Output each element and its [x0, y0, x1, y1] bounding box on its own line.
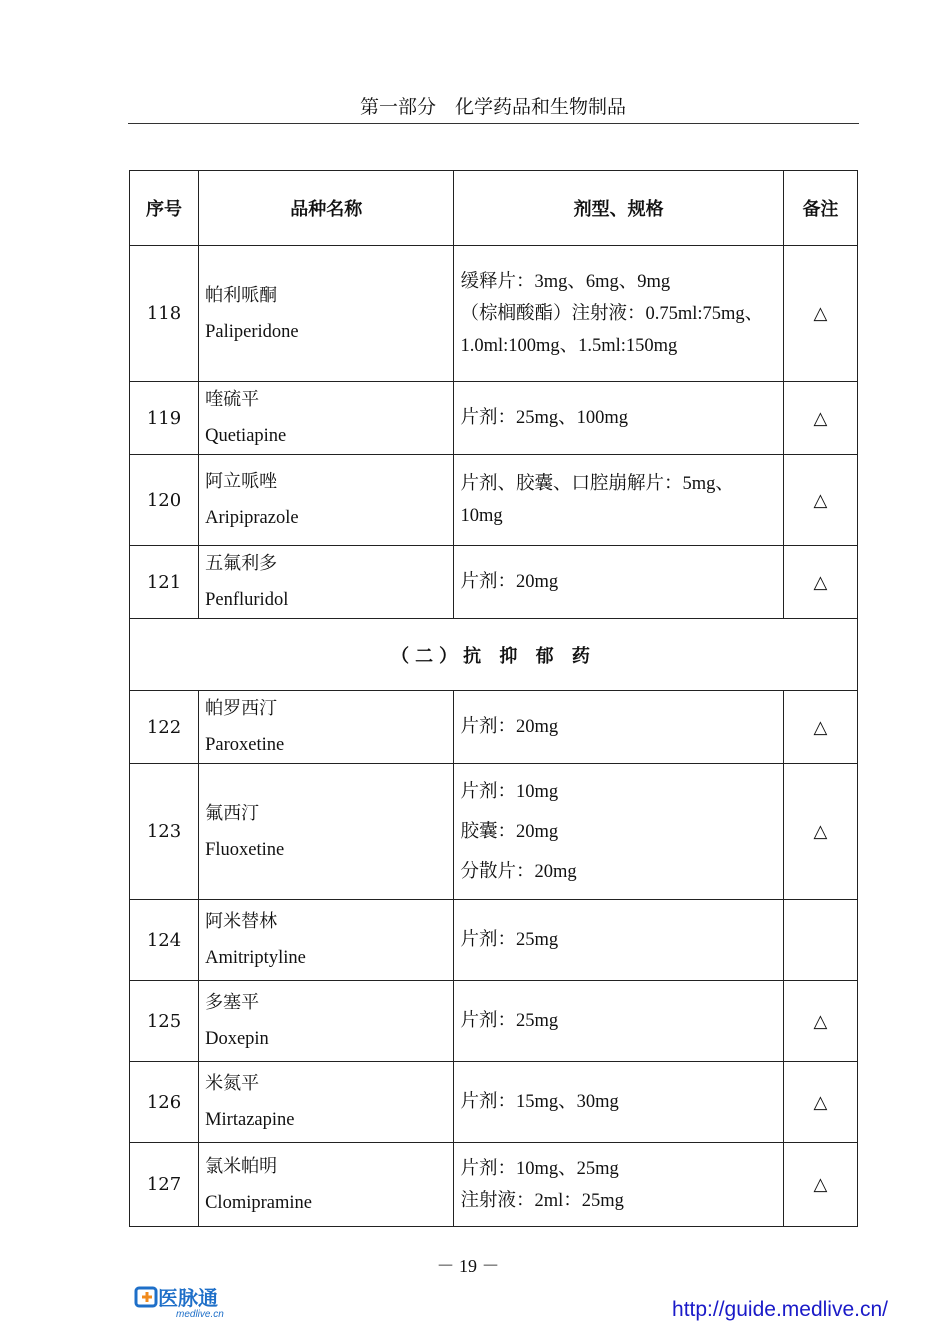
drug-name-en: Aripiprazole — [205, 508, 299, 528]
dosage-spec-line: 片剂：20mg — [460, 572, 559, 592]
row-number: 119 — [130, 382, 199, 455]
row-number: 122 — [130, 691, 199, 764]
drug-name-cn: 帕利哌酮 — [205, 284, 278, 306]
note-mark — [783, 900, 857, 981]
dosage-spec-line: 片剂：10mg — [460, 781, 559, 802]
table-row — [130, 546, 858, 619]
drug-name-en: Paliperidone — [205, 321, 299, 342]
drug-name-en: Amitriptyline — [205, 948, 306, 968]
dosage-spec-line: 片剂：20mg — [460, 717, 559, 737]
drug-name-cn: 氯米帕明 — [205, 1155, 278, 1177]
dosage-spec-line: 胶囊：20mg — [460, 821, 559, 842]
dosage-spec-line: 片剂：25mg — [460, 930, 559, 950]
note-mark: △ — [783, 246, 857, 382]
dosage-spec-line: 片剂：25mg — [460, 1011, 559, 1031]
page-number: － 19 － — [436, 1256, 500, 1276]
table-row — [130, 764, 858, 900]
page-header-title: 第一部分 化学药品和生物制品 — [359, 96, 626, 118]
drug-name-en: Doxepin — [205, 1029, 269, 1049]
drug-name-cell — [199, 981, 454, 1062]
table-row — [130, 455, 858, 546]
row-number: 126 — [130, 1062, 199, 1143]
dosage-spec-line: 分散片：20mg — [460, 861, 577, 882]
dosage-spec-line: 片剂：25mg、100mg — [460, 408, 628, 428]
header-note: 备注 — [783, 171, 857, 246]
logo-text-en: medlive.cn — [176, 1309, 224, 1320]
drug-name-cn: 氟西汀 — [205, 802, 260, 824]
header-no: 序号 — [130, 171, 199, 246]
drug-name-cell — [199, 764, 454, 900]
dosage-spec-cell — [454, 1143, 783, 1227]
dosage-spec-line: 缓释片：3mg、6mg、9mg — [460, 271, 671, 292]
note-mark: △ — [783, 382, 857, 455]
drug-name-cell — [199, 246, 454, 382]
drug-name-cell — [199, 1143, 454, 1227]
dosage-spec-cell — [454, 455, 783, 546]
row-number: 127 — [130, 1143, 199, 1227]
table-row — [130, 1143, 858, 1227]
row-number: 123 — [130, 764, 199, 900]
row-number: 118 — [130, 246, 199, 382]
dosage-spec-cell — [454, 691, 783, 764]
drug-name-cell — [199, 382, 454, 455]
dosage-spec-cell — [454, 764, 783, 900]
table-row — [130, 382, 858, 455]
drug-name-cn: 帕罗西汀 — [205, 698, 278, 719]
dosage-spec-cell — [454, 900, 783, 981]
drug-name-en: Paroxetine — [205, 735, 285, 755]
section-title: （二）抗 抑 郁 药 — [130, 619, 858, 691]
dosage-spec-cell — [454, 546, 783, 619]
note-mark: △ — [783, 1143, 857, 1227]
footer-url-link[interactable]: http://guide.medlive.cn/ — [672, 1298, 888, 1321]
row-number: 121 — [130, 546, 199, 619]
drug-name-en: Mirtazapine — [205, 1110, 295, 1130]
logo-icon — [136, 1288, 156, 1306]
drug-name-cn: 米氮平 — [205, 1073, 260, 1094]
dosage-spec-cell — [454, 981, 783, 1062]
drug-name-cn: 阿米替林 — [205, 911, 278, 932]
header-name: 品种名称 — [199, 171, 454, 246]
drug-name-cell — [199, 546, 454, 619]
drug-name-cell — [199, 691, 454, 764]
drug-name-cn: 阿立哌唑 — [205, 471, 278, 492]
dosage-spec-cell — [454, 1062, 783, 1143]
drug-table — [129, 170, 858, 1227]
table-body — [130, 246, 858, 1227]
drug-name-cn: 多塞平 — [205, 992, 260, 1013]
header-rule — [128, 123, 859, 124]
table-header-row — [130, 171, 858, 246]
note-mark: △ — [783, 455, 857, 546]
drug-name-cn: 五氟利多 — [205, 553, 278, 574]
dosage-spec-cell — [454, 382, 783, 455]
dosage-spec-cell — [454, 246, 783, 382]
table-row — [130, 691, 858, 764]
dosage-spec-line: 片剂、胶囊、口腔崩解片：5mg、 — [460, 474, 734, 494]
drug-name-cell — [199, 900, 454, 981]
dosage-spec-line: 片剂：15mg、30mg — [460, 1092, 619, 1112]
drug-name-en: Quetiapine — [205, 426, 287, 446]
header-spec: 剂型、规格 — [454, 171, 783, 246]
row-number: 125 — [130, 981, 199, 1062]
drug-name-en: Clomipramine — [205, 1192, 312, 1213]
dosage-spec-line: （棕榈酸酯）注射液：0.75ml:75mg、 — [460, 303, 764, 324]
table-row — [130, 981, 858, 1062]
dosage-spec-line: 片剂：10mg、25mg — [460, 1158, 619, 1179]
note-mark: △ — [783, 764, 857, 900]
dosage-spec-line: 1.0ml:100mg、1.5ml:150mg — [460, 335, 678, 356]
table-row — [130, 246, 858, 382]
dosage-spec-line: 10mg — [460, 506, 503, 526]
drug-name-cn: 喹硫平 — [205, 389, 260, 410]
section-row — [130, 619, 858, 691]
note-mark: △ — [783, 1062, 857, 1143]
row-number: 120 — [130, 455, 199, 546]
drug-name-cell — [199, 1062, 454, 1143]
dosage-spec-line: 注射液：2ml：25mg — [460, 1190, 624, 1211]
drug-name-cell — [199, 455, 454, 546]
drug-name-en: Fluoxetine — [205, 839, 285, 860]
table-row — [130, 1062, 858, 1143]
drug-name-en: Penfluridol — [205, 590, 289, 610]
note-mark: △ — [783, 546, 857, 619]
note-mark: △ — [783, 691, 857, 764]
logo-text-cn: 医脉通 — [158, 1286, 218, 1310]
table-row — [130, 900, 858, 981]
row-number: 124 — [130, 900, 199, 981]
note-mark: △ — [783, 981, 857, 1062]
medlive-logo — [134, 1282, 244, 1322]
